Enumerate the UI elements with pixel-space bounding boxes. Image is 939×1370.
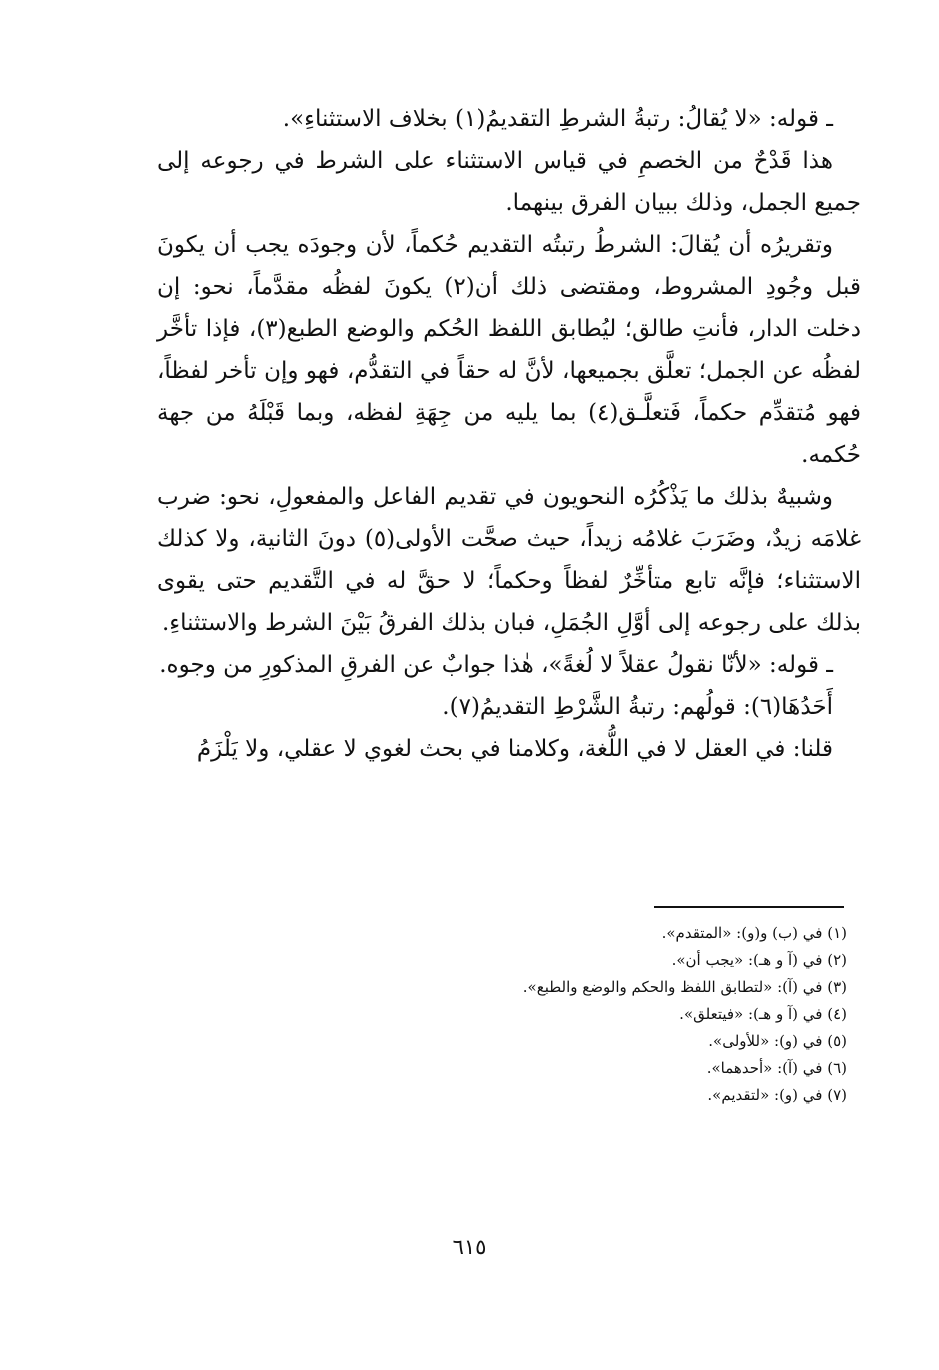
paragraph-7: قلنا: في العقل لا في اللُّغة، وكلامنا في بحث لغوي لا عقلي، ولا يَلْزَمُ bbox=[196, 736, 833, 762]
paragraph-3: وتقريرُه أن يُقالَ: الشرطُ رتبتُه التقديم حُكماً، لأن وجودَه يجب أن يكونَ قبل وجُودِ المشروط، ومقتضى ذلك أن(٢) يكونَ لفظُه مقدَّماً، نحو: إن دخلت الدار، فأنتِ طالق؛ ليُطابق اللفظ الحُكم والوضع الطبع(٣)، فإذا تأخَّر لفظُه عن الجمل؛ تعلَّق بجميعها، لأنَّ له حقاً في التقدُّم، فهو وإن تأخر لفظاً، فهو مُتقدِّم حكماً، فَتعلَّـق(٤) بما يليه من جِهَةِ لفظه، وبما قَبْلَهُ من جهة حُكمه. bbox=[157, 232, 861, 468]
paragraph-6: أَحَدُهَا(٦): قولُهم: رتبةُ الشَّرْطِ التقديمُ(٧). bbox=[442, 694, 833, 720]
footnotes-list bbox=[147, 920, 847, 1109]
main-text-block bbox=[157, 98, 861, 770]
page-number: ٦١٥ bbox=[452, 1235, 487, 1259]
paragraph-quote-2: ـ قوله: «لأنّا نقولُ عقلاً لا لُغةً»، هٰذا جوابٌ عن الفرقِ المذكورِ من وجوه. bbox=[159, 652, 833, 678]
footnote-item: (١) في (ب) و(و): «المتقدم». bbox=[661, 924, 847, 942]
footnote-item: (٥) في (و): «للأولى». bbox=[708, 1032, 847, 1050]
footnote-item: (٢) في (آ و هـ): «يجب أن». bbox=[671, 951, 847, 969]
paragraph-4: وشبيهٌ بذلك ما يَذْكُرُه النحويون في تقديم الفاعل والمفعولِ، نحو: ضرب غلامَه زيدٌ، وضَرَبَ غلامُه زيداً، حيث صحَّت الأولى(٥) دونَ الثانية، ولا كذلك الاستثناء؛ فإنَّه تابع متأخِّرٌ لفظاً وحكماً؛ لا حقَّ له في التَّقديم حتى يقوى بذلك على رجوعه إلى أوَّلِ الجُمَلِ، فبان بذلك الفرقُ بَيْنَ الشرط والاستثناءِ. bbox=[157, 484, 861, 636]
footnote-item: (٦) في (آ): «أحدهما». bbox=[706, 1059, 847, 1077]
footnote-item: (٧) في (و): «لتقديم». bbox=[707, 1086, 847, 1104]
footnote-divider bbox=[654, 906, 844, 908]
paragraph-2: هذا قَدْحٌ من الخصمِ في قياس الاستثناء على الشرط في رجوعه إلى جميع الجمل، وذلك ببيان الفرق بينهما. bbox=[157, 148, 861, 216]
footnote-item: (٤) في (آ و هـ): «فيتعلق». bbox=[679, 1005, 847, 1023]
paragraph-quote-1: ـ قوله: «لا يُقالُ: رتبةُ الشرطِ التقديمُ(١) بخلاف الاستثناءِ». bbox=[282, 106, 833, 132]
footnote-item: (٣) في (آ): «لتطابق اللفظ والحكم والوضع والطبع». bbox=[522, 978, 847, 996]
